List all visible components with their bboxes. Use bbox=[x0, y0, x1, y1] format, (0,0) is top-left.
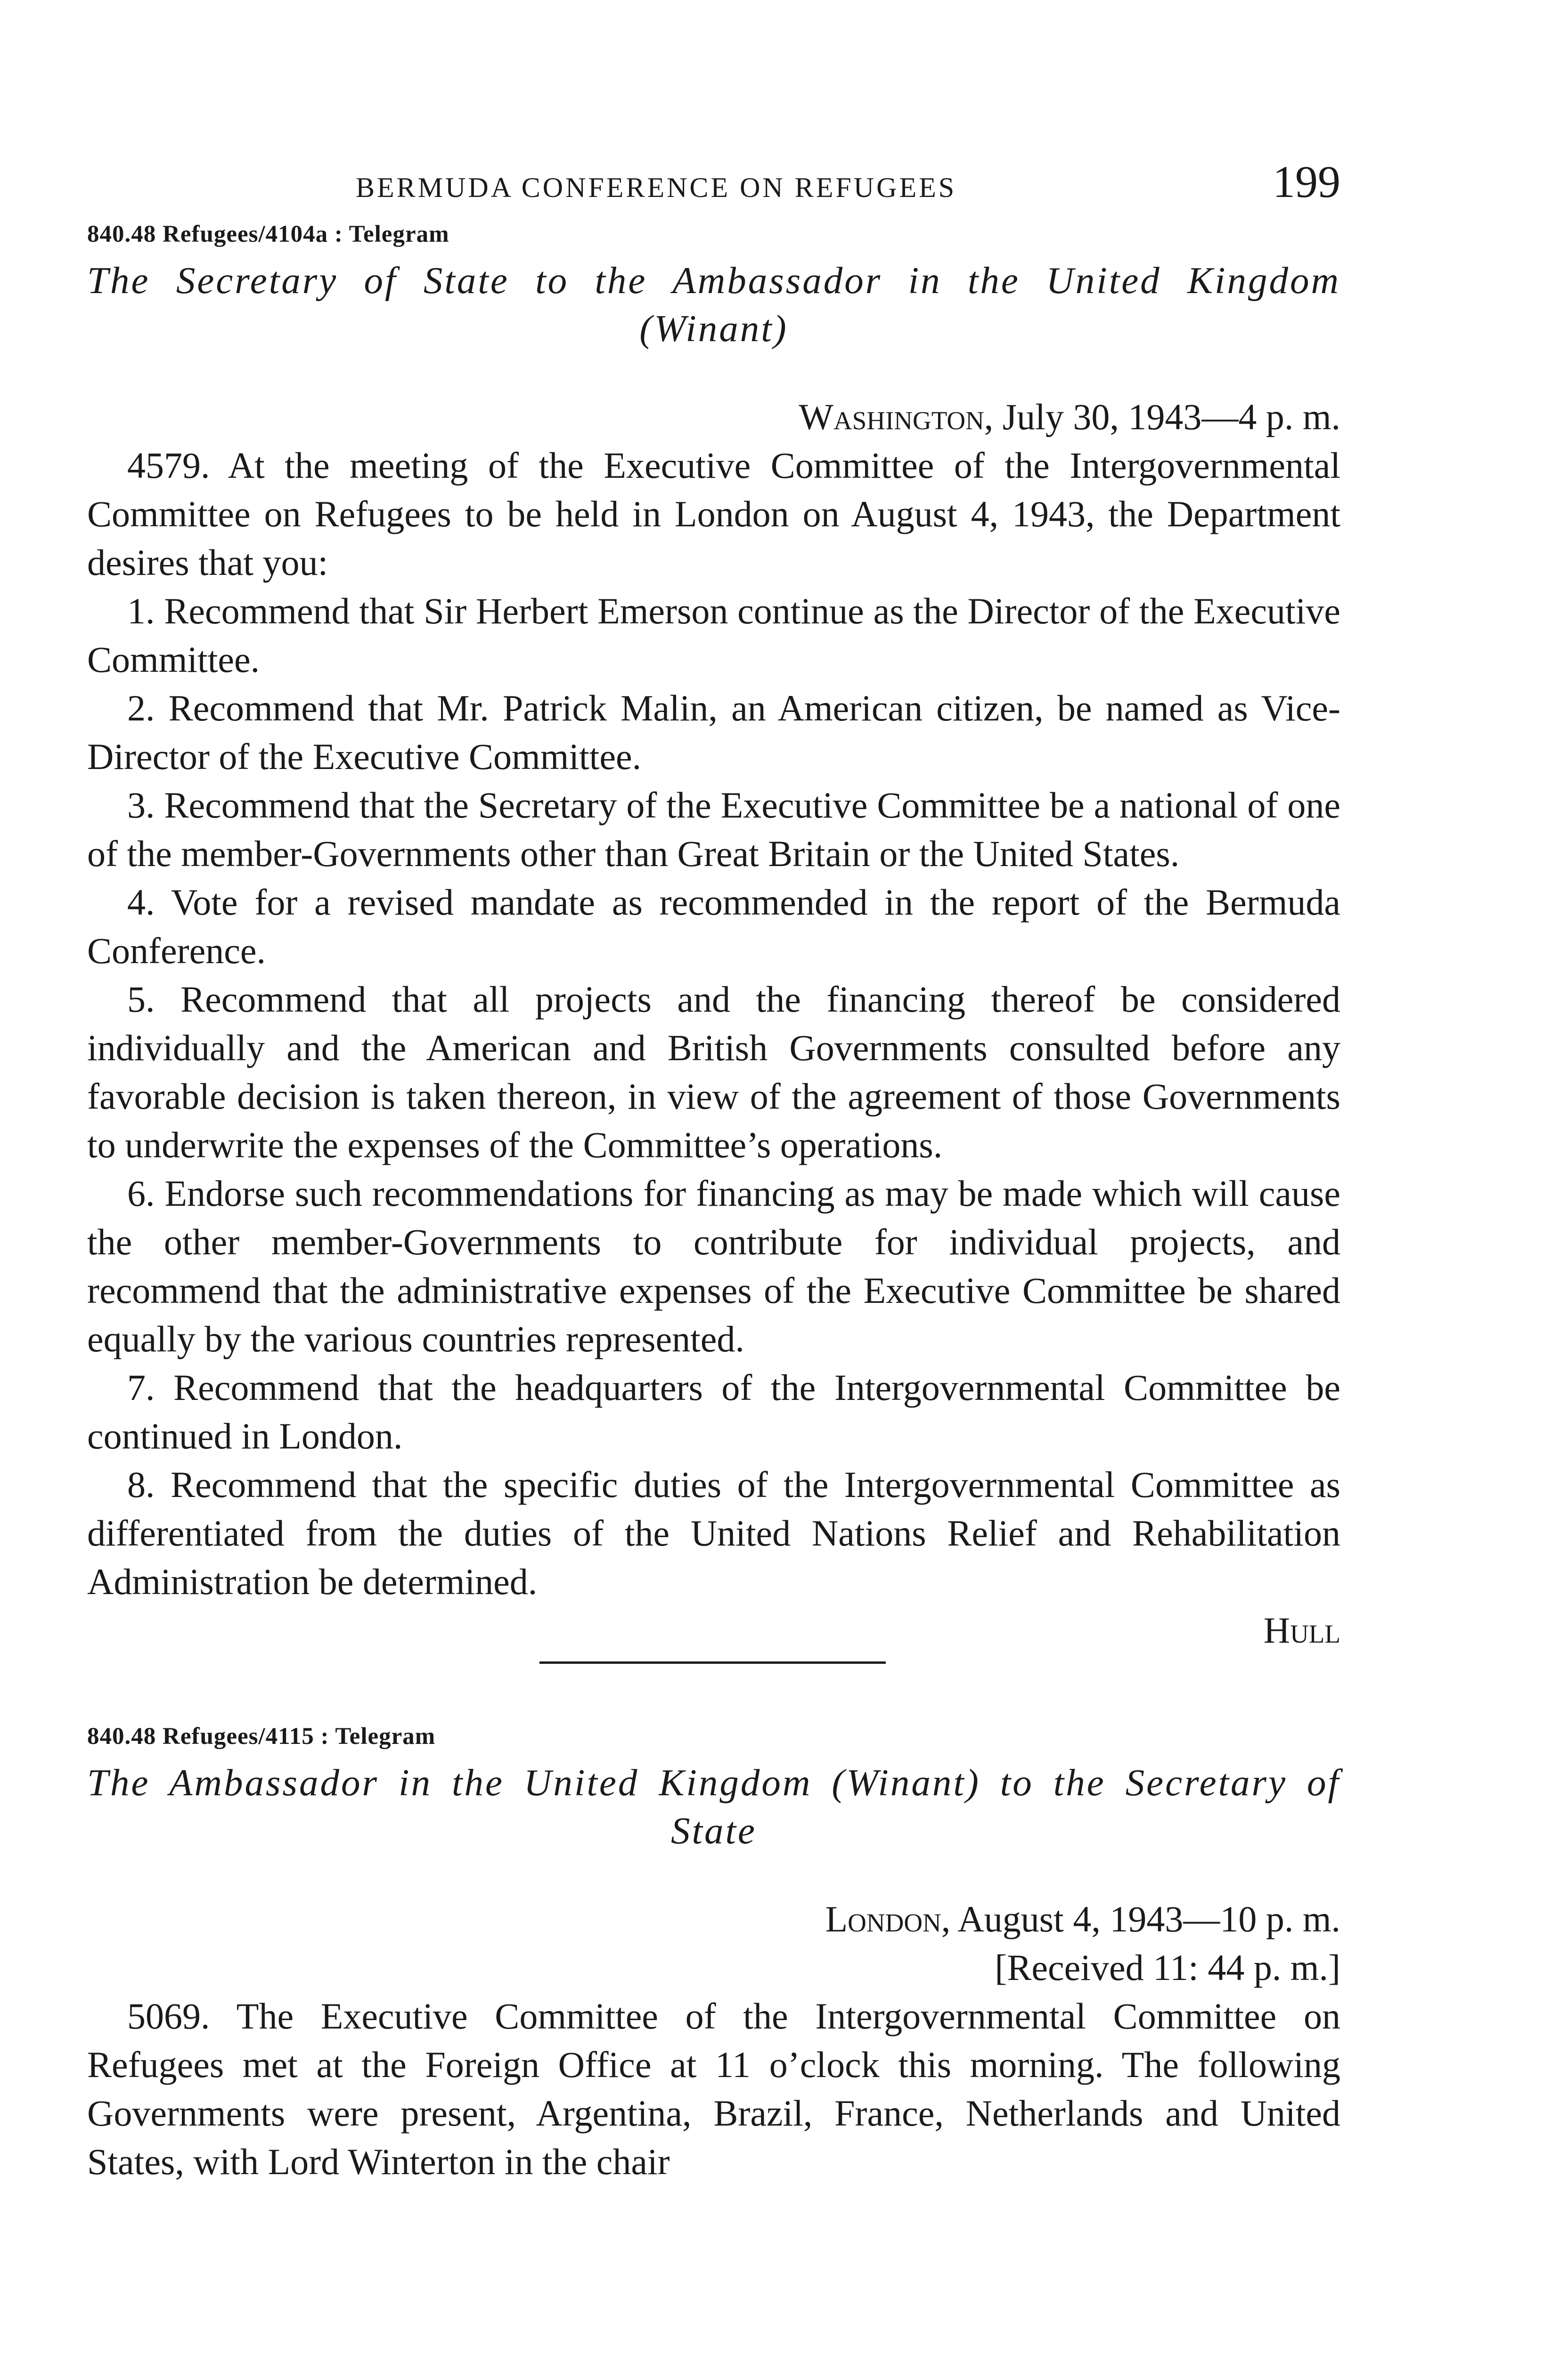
running-header bbox=[87, 155, 1340, 207]
document-heading: The Ambassador in the United Kingdom (Winant) to the Secretary of State bbox=[87, 1761, 1340, 1852]
dateline bbox=[87, 1895, 1340, 1943]
paragraph: 5. Recommend that all projects and the financing thereof be considered individually and the American and British Governments consulted before any favorable decision is taken thereon, in view of the agreement of those Governments to underwrite the expenses of the Committee’s operations. bbox=[87, 979, 1340, 1165]
dateline-date: August 4, 1943—10 p. m. bbox=[950, 1898, 1340, 1939]
paragraph: 6. Endorse such recommendations for financing as may be made which will cause the other member-Governments to contribute for individual projects, and recommend that the administrative expenses of the Executive Committee be shared equally by the various countries represented. bbox=[87, 1173, 1340, 1359]
paragraph: 3. Recommend that the Secretary of the Executive Committee be a national of one of the member-Governments other than Great Britain or the United States. bbox=[87, 785, 1340, 874]
dateline-place: Washington, bbox=[799, 396, 994, 437]
dateline-place: London, bbox=[825, 1898, 951, 1939]
paragraph: 4. Vote for a revised mandate as recommended in the report of the Bermuda Conference. bbox=[87, 882, 1340, 971]
file-reference: 840.48 Refugees/4104a : Telegram bbox=[87, 221, 449, 247]
paragraph: 4579. At the meeting of the Executive Committee of the Intergovernmental Committee on Refugees to be held in London on August 4, 1943, the Department desires that you: bbox=[87, 445, 1340, 583]
dateline-date: July 30, 1943—4 p. m. bbox=[993, 396, 1340, 437]
paragraph: 7. Recommend that the headquarters of the Intergovernmental Committee be continued in London. bbox=[87, 1367, 1340, 1456]
telegram-4579 bbox=[87, 221, 1340, 1654]
running-title: BERMUDA CONFERENCE ON REFUGEES bbox=[356, 172, 957, 203]
paragraph: 5069. The Executive Committee of the Intergovernmental Committee on Refugees met at the Foreign Office at 11 o’clock this morning. The following Governments were present, Argentina, Brazil, France, Netherlands and United States, with Lord Winterton in the chair bbox=[87, 1996, 1340, 2182]
signature: Hull bbox=[1263, 1610, 1340, 1651]
paragraph: 8. Recommend that the specific duties of the Intergovernmental Committee as differentiated from the duties of the United Nations Relief and Rehabilitation Administration be determined. bbox=[87, 1464, 1340, 1602]
page-number: 199 bbox=[1273, 156, 1340, 207]
dateline bbox=[87, 393, 1340, 441]
document-page bbox=[87, 155, 1340, 2186]
telegram-5069 bbox=[87, 1723, 1340, 2186]
paragraph: 1. Recommend that Sir Herbert Emerson continue as the Director of the Executive Committee. bbox=[87, 590, 1340, 680]
received-note: [Received 11: 44 p. m.] bbox=[995, 1947, 1340, 1988]
paragraph: 2. Recommend that Mr. Patrick Malin, an American citizen, be named as Vice-Director of the Executive Committee. bbox=[87, 687, 1340, 777]
document-heading: The Secretary of State to the Ambassador in the United Kingdom (Winant) bbox=[87, 259, 1340, 350]
section-divider bbox=[539, 1661, 886, 1664]
file-reference: 840.48 Refugees/4115 : Telegram bbox=[87, 1723, 436, 1750]
